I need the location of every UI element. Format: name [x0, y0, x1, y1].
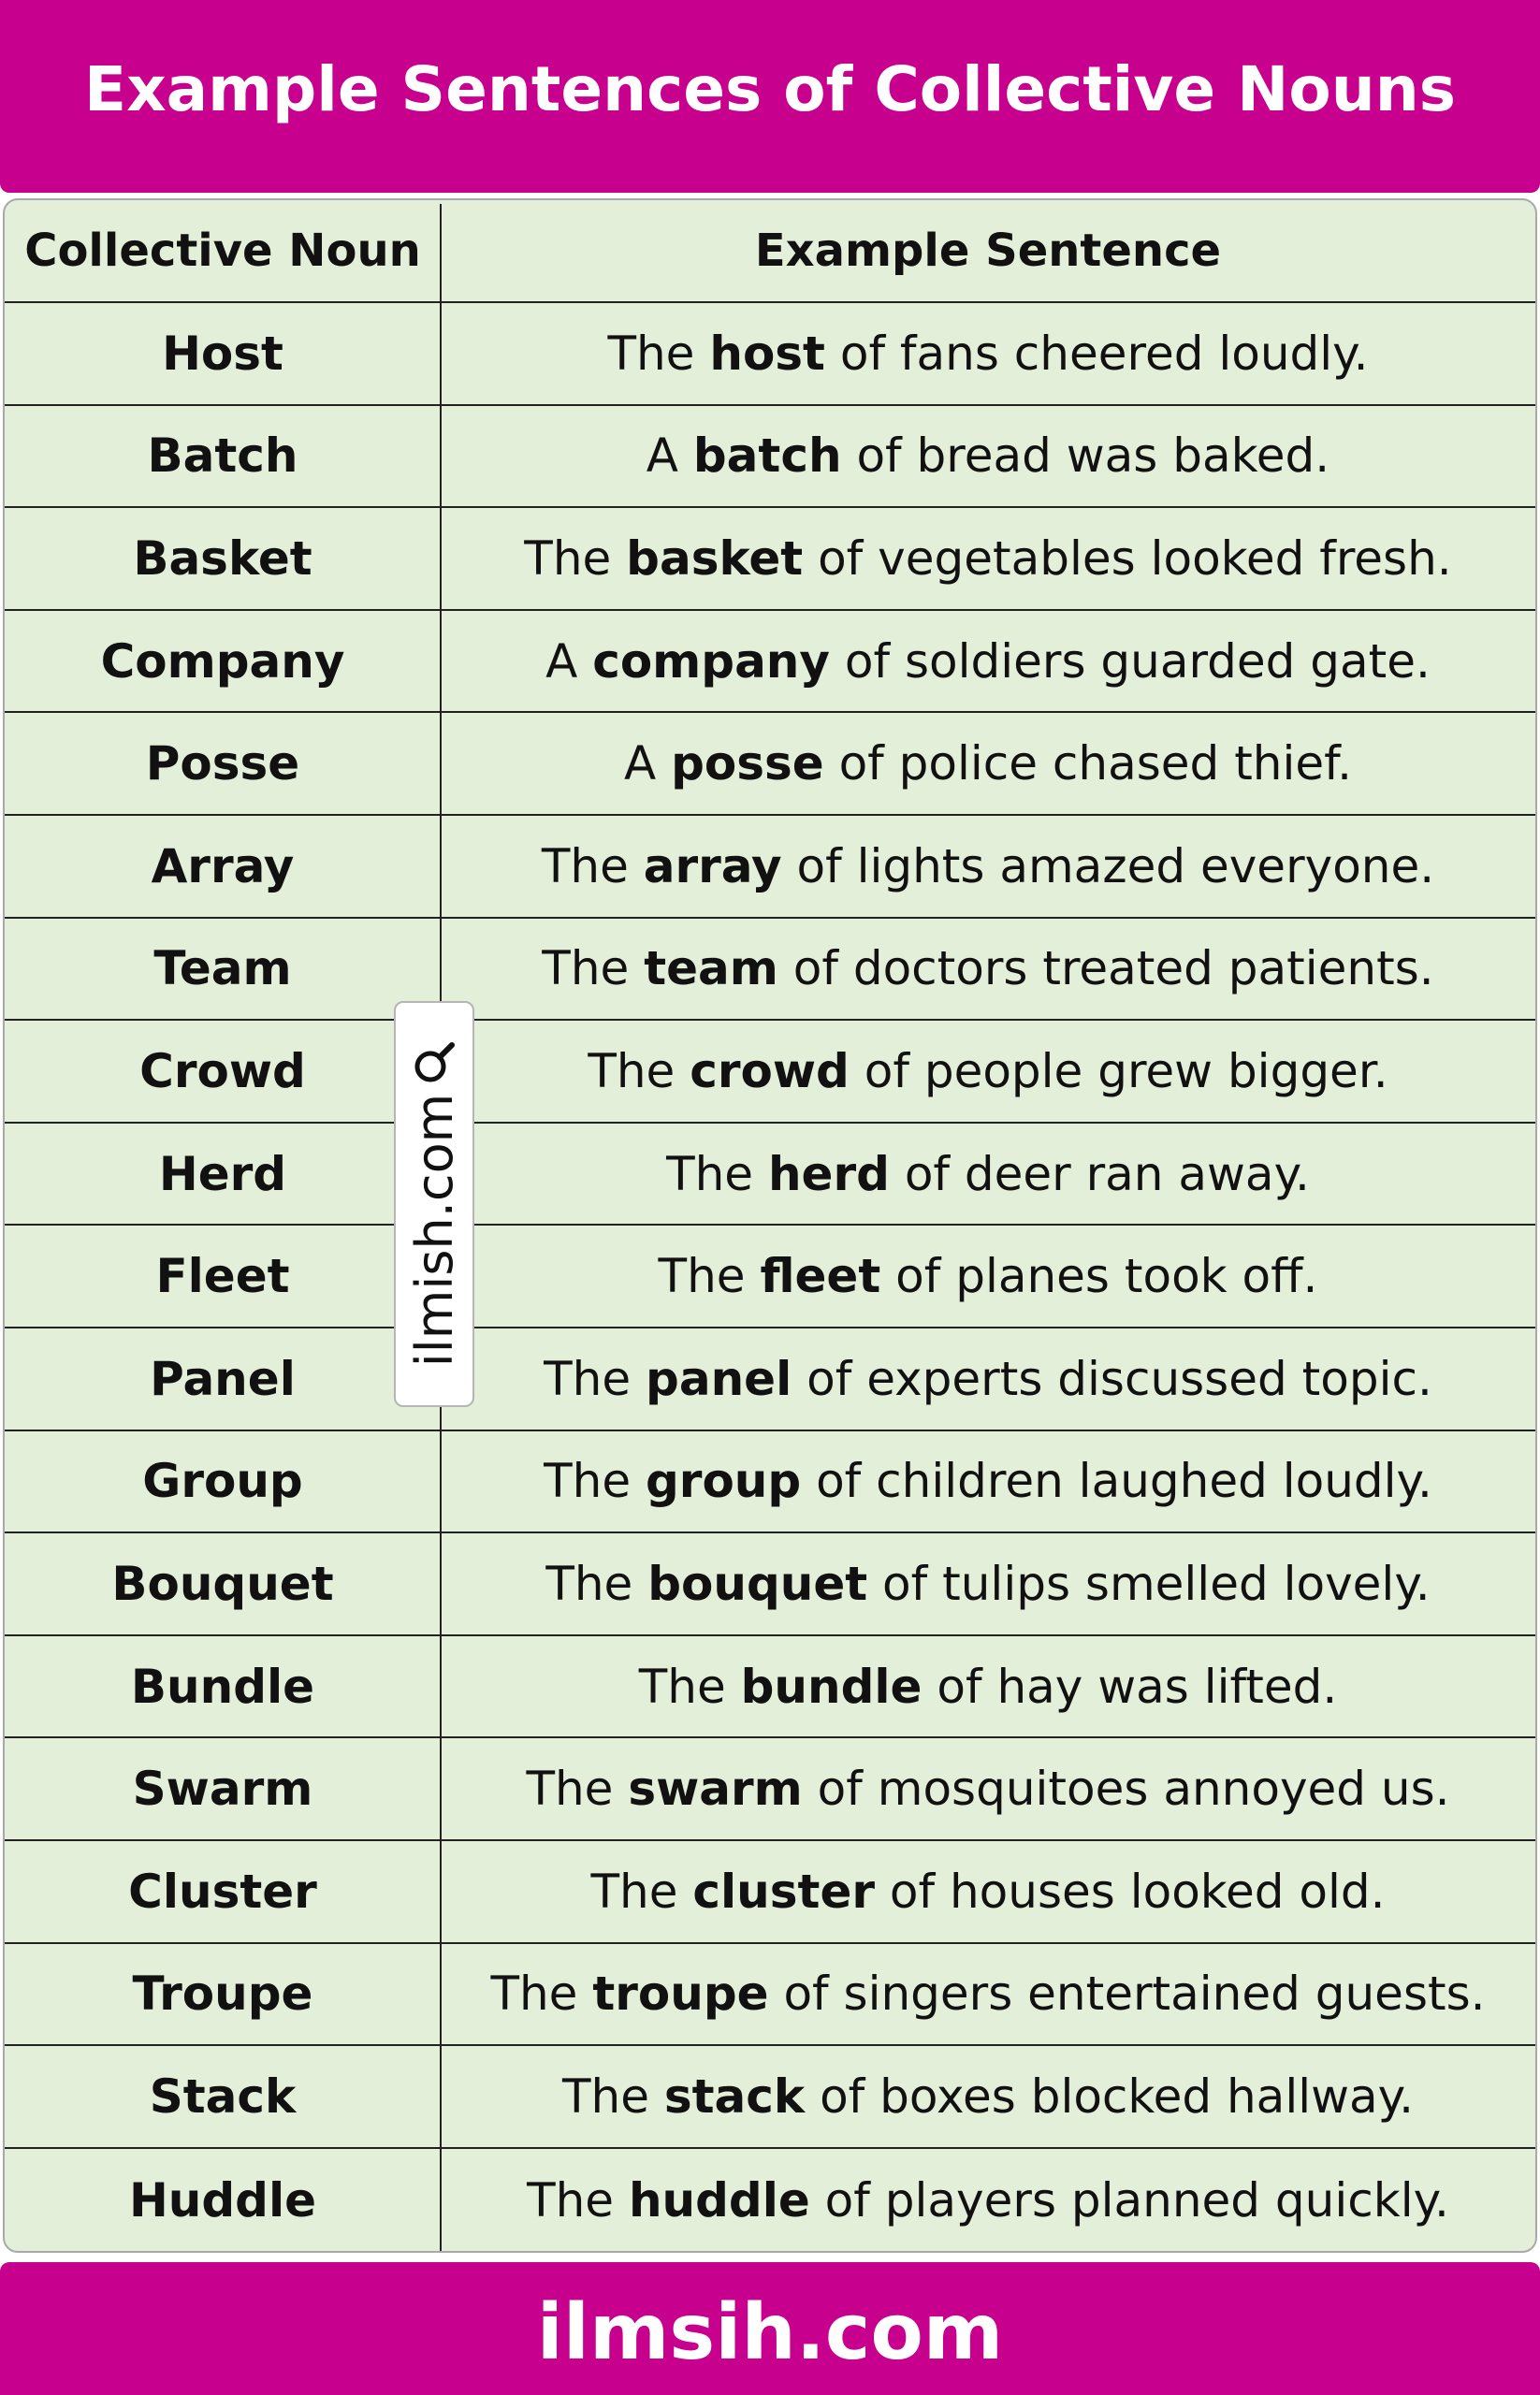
sentence-cell [441, 736, 1535, 791]
sentence-cell [441, 1762, 1535, 1816]
table-row [5, 1124, 1535, 1227]
sentence-text: The [658, 1249, 761, 1304]
footer-banner [0, 2262, 1540, 2395]
noun-cell: Posse [145, 736, 300, 791]
sentence-bold-noun: host [709, 326, 825, 381]
noun-cell: Stack [149, 2068, 297, 2124]
sentence-bold-noun: panel [646, 1351, 792, 1406]
sentence-cell [441, 1249, 1535, 1303]
sentence-bold-noun: huddle [628, 2172, 810, 2228]
sentence-bold-noun: troupe [592, 1967, 769, 2022]
sentence-cell [441, 428, 1535, 483]
sentence-cell [441, 1865, 1535, 1919]
sentence-cell [441, 1454, 1535, 1508]
sentence-text: of deer ran away. [889, 1146, 1310, 1201]
sentence-cell [441, 1660, 1535, 1714]
sentence-text: of houses looked old. [875, 1864, 1386, 1919]
sentence-cell [441, 531, 1535, 586]
sentence-text: The [542, 941, 645, 996]
column-header-sentence: Example Sentence [754, 225, 1222, 277]
column-header-noun: Collective Noun [24, 225, 421, 277]
page-title: Example Sentences of Collective Nouns [83, 52, 1457, 125]
table-row [5, 611, 1535, 714]
sentence-text: of mosquitoes annoyed us. [802, 1762, 1450, 1817]
sentence-bold-noun: company [592, 633, 830, 689]
table-row [5, 1226, 1535, 1328]
sentence-text: The [544, 1351, 647, 1406]
sentence-cell [441, 941, 1535, 995]
sentence-text: of soldiers guarded gate. [830, 633, 1431, 689]
table-header-row [5, 200, 1535, 303]
noun-cell: Batch [147, 428, 298, 484]
sentence-text: The [541, 838, 644, 893]
sentence-text: The [490, 1967, 593, 2022]
noun-cell: Array [151, 838, 295, 893]
sentence-text: A [545, 633, 593, 689]
table-row [5, 406, 1535, 509]
sentence-text: The [527, 2172, 629, 2228]
sentence-cell [441, 634, 1535, 689]
table-row [5, 1738, 1535, 1841]
sentence-text: of hay was lifted. [922, 1659, 1338, 1714]
sentence-text: of children laughed loudly. [801, 1454, 1432, 1509]
sentence-text: of police chased thief. [823, 736, 1352, 791]
noun-cell: Huddle [128, 2172, 317, 2228]
sentence-text: of lights amazed everyone. [781, 838, 1435, 893]
sentence-text: of people grew bigger. [849, 1043, 1388, 1098]
collective-nouns-table [3, 198, 1537, 2253]
sentence-cell [441, 1967, 1535, 2021]
sentence-bold-noun: stack [663, 2068, 806, 2124]
sentence-bold-noun: posse [671, 736, 824, 791]
noun-cell: Team [153, 941, 292, 996]
table-row [5, 816, 1535, 919]
sentence-bold-noun: batch [692, 428, 842, 484]
table-row [5, 1021, 1535, 1124]
sentence-text: of planes took off. [880, 1249, 1318, 1304]
sentence-text: The [545, 1556, 648, 1611]
sentence-text: The [590, 1864, 693, 1919]
sentence-text: of players planned quickly. [809, 2172, 1449, 2228]
sentence-text: of experts discussed topic. [792, 1351, 1432, 1406]
sentence-cell [441, 2069, 1535, 2124]
sentence-text: The [562, 2068, 664, 2124]
sentence-cell [441, 327, 1535, 381]
table-row [5, 1944, 1535, 2047]
table-row [5, 2149, 1535, 2252]
sentence-cell [441, 1044, 1535, 1098]
sentence-text: of tulips smelled lovely. [867, 1556, 1431, 1611]
sentence-text: of fans cheered loudly. [824, 326, 1369, 381]
noun-cell: Cluster [128, 1864, 317, 1919]
sentence-cell [441, 839, 1535, 893]
sentence-cell [441, 1352, 1535, 1406]
table-row [5, 1328, 1535, 1431]
sentence-text: The [638, 1659, 741, 1714]
table-row [5, 508, 1535, 611]
table-row [5, 1636, 1535, 1739]
table-row [5, 1841, 1535, 1944]
sentence-bold-noun: array [643, 838, 782, 893]
sentence-text: The [607, 326, 710, 381]
sentence-bold-noun: fleet [760, 1249, 881, 1304]
table-row [5, 1533, 1535, 1636]
noun-cell: Herd [158, 1146, 287, 1201]
sentence-bold-noun: bundle [740, 1659, 923, 1714]
noun-cell: Group [142, 1454, 303, 1509]
sentence-text: A [646, 428, 693, 484]
sentence-bold-noun: bouquet [647, 1556, 868, 1611]
sentence-text: of boxes blocked hallway. [805, 2068, 1414, 2124]
noun-cell: Bundle [130, 1659, 315, 1714]
noun-cell: Basket [133, 530, 312, 586]
noun-cell: Fleet [155, 1249, 290, 1304]
search-icon [413, 1041, 456, 1084]
sentence-text: A [624, 736, 672, 791]
sentence-text: of vegetables looked fresh. [803, 530, 1452, 586]
sentence-text: The [524, 530, 627, 586]
watermark-text: ilmish.com [404, 1093, 464, 1368]
sentence-bold-noun: team [644, 941, 778, 996]
sentence-text: of singers entertained guests. [768, 1967, 1486, 2022]
noun-cell: Troupe [132, 1967, 313, 2022]
noun-cell: Crowd [139, 1043, 306, 1098]
sentence-cell [441, 2173, 1535, 2228]
table-row [5, 919, 1535, 1022]
sentence-cell [441, 1557, 1535, 1611]
footer-site-name: ilmsih.com [536, 2287, 1004, 2377]
table-row [5, 303, 1535, 406]
sentence-text: The [544, 1454, 646, 1509]
noun-cell: Bouquet [111, 1556, 334, 1611]
sentence-text: The [588, 1043, 690, 1098]
table-row [5, 1431, 1535, 1534]
sentence-bold-noun: swarm [628, 1762, 803, 1817]
watermark-badge [394, 1001, 474, 1407]
noun-cell: Company [100, 633, 345, 689]
noun-cell: Host [162, 326, 283, 381]
noun-cell: Panel [150, 1351, 296, 1406]
sentence-bold-noun: basket [626, 530, 804, 586]
sentence-bold-noun: group [646, 1454, 802, 1509]
sentence-text: The [666, 1146, 768, 1201]
title-banner [0, 0, 1540, 193]
sentence-bold-noun: crowd [690, 1043, 850, 1098]
sentence-bold-noun: cluster [692, 1864, 876, 1919]
table-row [5, 2046, 1535, 2149]
sentence-text: of doctors treated patients. [777, 941, 1434, 996]
sentence-text: The [526, 1762, 629, 1817]
noun-cell: Swarm [132, 1762, 313, 1817]
sentence-bold-noun: herd [767, 1146, 890, 1201]
sentence-text: of bread was baked. [841, 428, 1330, 484]
table-row [5, 713, 1535, 816]
sentence-cell [441, 1147, 1535, 1201]
